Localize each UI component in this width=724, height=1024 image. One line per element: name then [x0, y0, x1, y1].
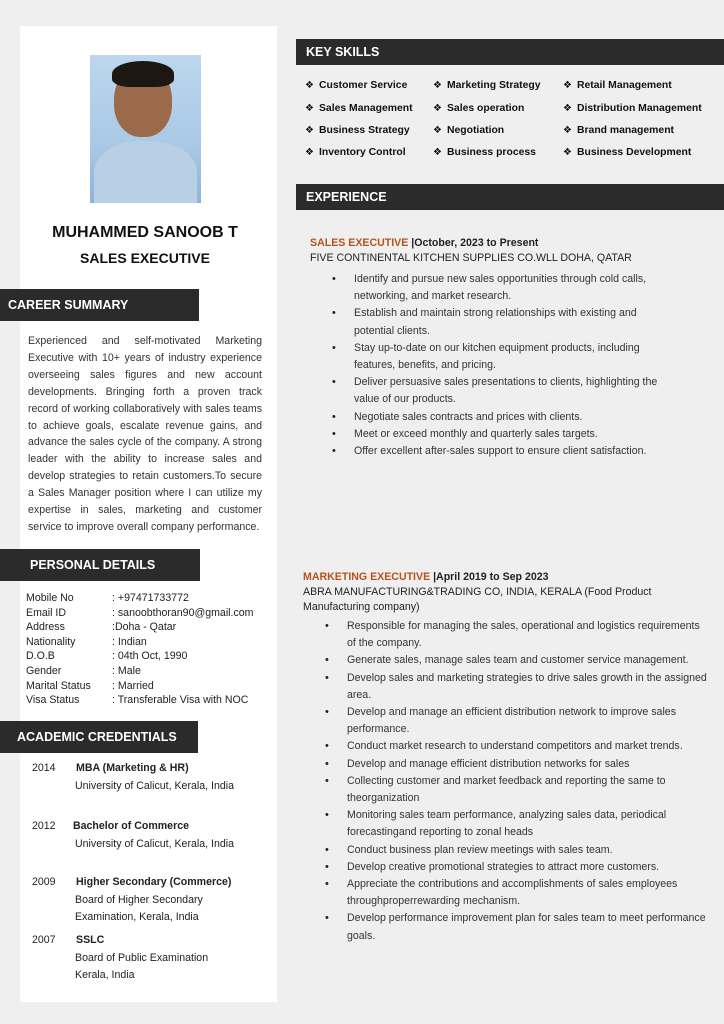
diamond-bullet-icon: ❖ — [433, 80, 442, 91]
photo-hair — [112, 61, 174, 87]
detail-value: : Indian — [112, 635, 147, 648]
list-item: • Offer excellent after-sales support to ensure client satisfaction. — [332, 443, 677, 460]
career-summary-heading: CAREER SUMMARY — [0, 289, 199, 321]
detail-label: Gender — [26, 664, 62, 677]
detail-row — [26, 680, 276, 695]
detail-value: : +97471733772 — [112, 592, 189, 604]
skill-item — [433, 80, 541, 91]
list-item: • Meet or exceed monthly and quarterly sales targets. — [332, 426, 677, 443]
diamond-bullet-icon: ❖ — [305, 103, 314, 114]
education-degree: Higher Secondary (Commerce) — [76, 876, 232, 888]
skill-label: Sales Management — [319, 103, 413, 114]
skill-item — [563, 125, 674, 136]
detail-value: : Transferable Visa with NOC — [112, 694, 249, 707]
detail-value: : sanoobthoran90@gmail.com — [112, 606, 254, 619]
skill-label: Brand management — [577, 125, 675, 136]
detail-label: Nationality — [26, 635, 76, 648]
detail-row — [26, 650, 276, 665]
list-item: • Develop and manage an efficient distribution network to improve sales performance. — [325, 704, 710, 738]
candidate-role: SALES EXECUTIVE — [80, 250, 210, 266]
list-item: • Conduct business plan review meetings with sales team. — [325, 842, 710, 859]
skill-item — [563, 147, 691, 158]
diamond-bullet-icon: ❖ — [563, 147, 572, 158]
job-title-line — [310, 237, 538, 249]
job-title: MARKETING EXECUTIVE — [303, 571, 431, 583]
personal-details — [26, 592, 276, 709]
diamond-bullet-icon: ❖ — [305, 125, 314, 136]
diamond-bullet-icon: ❖ — [563, 80, 572, 91]
detail-label: Address — [26, 621, 65, 634]
list-item: • Responsible for managing the sales, operational and logistics requirements of the company. — [325, 618, 710, 652]
detail-row — [26, 592, 276, 607]
skill-label: Marketing Strategy — [447, 80, 541, 91]
diamond-bullet-icon: ❖ — [305, 147, 314, 158]
list-item: • Identify and pursue new sales opportunities through cold calls, networking, and market research. — [332, 271, 677, 305]
job-company: ABRA MANUFACTURING&TRADING CO, INDIA, KERALA (Food Product Manufacturing company) — [303, 586, 652, 613]
profile-photo — [90, 55, 201, 203]
diamond-bullet-icon: ❖ — [305, 80, 314, 91]
list-item: • Collecting customer and market feedback and reporting the same to theorganization — [325, 773, 710, 807]
skill-label: Business Development — [577, 147, 692, 158]
education-year: 2009 — [32, 876, 56, 888]
candidate-name: MUHAMMED SANOOB T — [52, 224, 238, 241]
skill-item — [563, 80, 672, 91]
skill-item — [305, 80, 407, 91]
detail-label: Visa Status — [26, 694, 80, 707]
personal-details-heading: PERSONAL DETAILS — [0, 549, 200, 581]
skill-label: Customer Service — [319, 80, 408, 91]
skill-label: Retail Management — [577, 80, 672, 91]
list-item: • Develop performance improvement plan for sales team to meet performance goals. — [325, 910, 710, 944]
detail-label: Mobile No — [26, 592, 74, 604]
list-item: • Negotiate sales contracts and prices with clients. — [332, 409, 677, 426]
detail-value: : Married — [112, 679, 154, 692]
list-item: • Deliver persuasive sales presentations to clients, highlighting the value of our products. — [332, 374, 677, 408]
skill-label: Distribution Management — [577, 103, 702, 114]
skill-label: Negotiation — [447, 125, 505, 136]
education-institution: Board of Higher Secondary Examination, Kerala, India — [75, 894, 203, 923]
detail-label: Marital Status — [26, 679, 91, 692]
skill-label: Inventory Control — [319, 147, 406, 158]
education-degree: MBA (Marketing & HR) — [76, 762, 189, 774]
skill-item — [305, 147, 406, 158]
skill-label: Sales operation — [447, 103, 525, 114]
skill-label: Business Strategy — [319, 125, 410, 136]
detail-value: : 04th Oct, 1990 — [112, 650, 188, 663]
skill-item — [433, 103, 524, 114]
list-item: • Conduct market research to understand competitors and market trends. — [325, 738, 710, 755]
diamond-bullet-icon: ❖ — [563, 103, 572, 114]
job-company: FIVE CONTINENTAL KITCHEN SUPPLIES CO.WLL DOHA, QATAR — [310, 252, 632, 264]
diamond-bullet-icon: ❖ — [433, 147, 442, 158]
skill-item — [433, 147, 536, 158]
detail-row — [26, 665, 276, 680]
diamond-bullet-icon: ❖ — [563, 125, 572, 136]
list-item: • Develop and manage efficient distribution networks for sales — [325, 756, 710, 773]
education-degree: SSLC — [76, 934, 105, 946]
detail-value: : Male — [112, 664, 141, 677]
education-institution: University of Calicut, Kerala, India — [75, 780, 234, 792]
skill-label: Business process — [447, 147, 536, 158]
detail-row — [26, 607, 276, 622]
education-institution: University of Calicut, Kerala, India — [75, 838, 234, 850]
job-period: |October, 2023 to Present — [411, 237, 539, 249]
detail-row — [26, 621, 276, 636]
list-item: • Appreciate the contributions and accomplishments of sales employees throughproperrewarding mechanism. — [325, 876, 710, 910]
job-duties-list — [332, 271, 677, 460]
detail-label: D.O.B — [26, 650, 55, 663]
skill-item — [305, 103, 413, 114]
list-item: • Generate sales, manage sales team and customer service management. — [325, 652, 710, 669]
diamond-bullet-icon: ❖ — [433, 125, 442, 136]
education-year: 2012 — [32, 820, 56, 832]
detail-row — [26, 694, 276, 709]
education-degree: Bachelor of Commerce — [73, 820, 189, 832]
skill-item — [305, 125, 410, 136]
career-summary-text: Experienced and self-motivated Marketing Executive with 10+ years of industry experience overseeing sales figures and new account developments. Bringing forth a proven track record of working collaboratively with sales teams to achieve goals, escalate revenue gains, and advance the sales cycle of the company. A strong leader with the ability to increase sales and develop strategies to retain customers.To secure a Sales Manager position where I can utilize my expertise in sales, marketing and customer service to improve overall company performance. — [28, 335, 262, 533]
job-period: |April 2019 to Sep 2023 — [433, 571, 549, 583]
job-title-line — [303, 571, 549, 583]
skill-item — [563, 103, 702, 114]
education-institution: Board of Public Examination Kerala, India — [75, 952, 209, 981]
education-year: 2014 — [32, 762, 56, 774]
list-item: • Stay up-to-date on our kitchen equipment products, including features, benefits, and pricing. — [332, 340, 677, 374]
photo-shirt — [94, 141, 197, 203]
diamond-bullet-icon: ❖ — [433, 103, 442, 114]
detail-value: :Doha - Qatar — [112, 621, 177, 634]
detail-row — [26, 636, 276, 651]
academic-heading: ACADEMIC CREDENTIALS — [0, 721, 198, 753]
list-item: • Develop creative promotional strategies to attract more customers. — [325, 859, 710, 876]
detail-label: Email ID — [26, 606, 67, 619]
job-duties-list — [325, 618, 710, 945]
education-year: 2007 — [32, 934, 56, 946]
list-item: • Monitoring sales team performance, analyzing sales data, periodical forecastingand reporting to zonal heads — [325, 807, 710, 841]
skill-item — [433, 125, 504, 136]
job-title: SALES EXECUTIVE — [310, 237, 409, 249]
list-item: • Develop sales and marketing strategies to drive sales growth in the assigned area. — [325, 670, 710, 704]
list-item: • Establish and maintain strong relationships with existing and potential clients. — [332, 305, 677, 339]
experience-heading: EXPERIENCE — [296, 184, 724, 210]
key-skills-heading: KEY SKILLS — [296, 39, 724, 65]
